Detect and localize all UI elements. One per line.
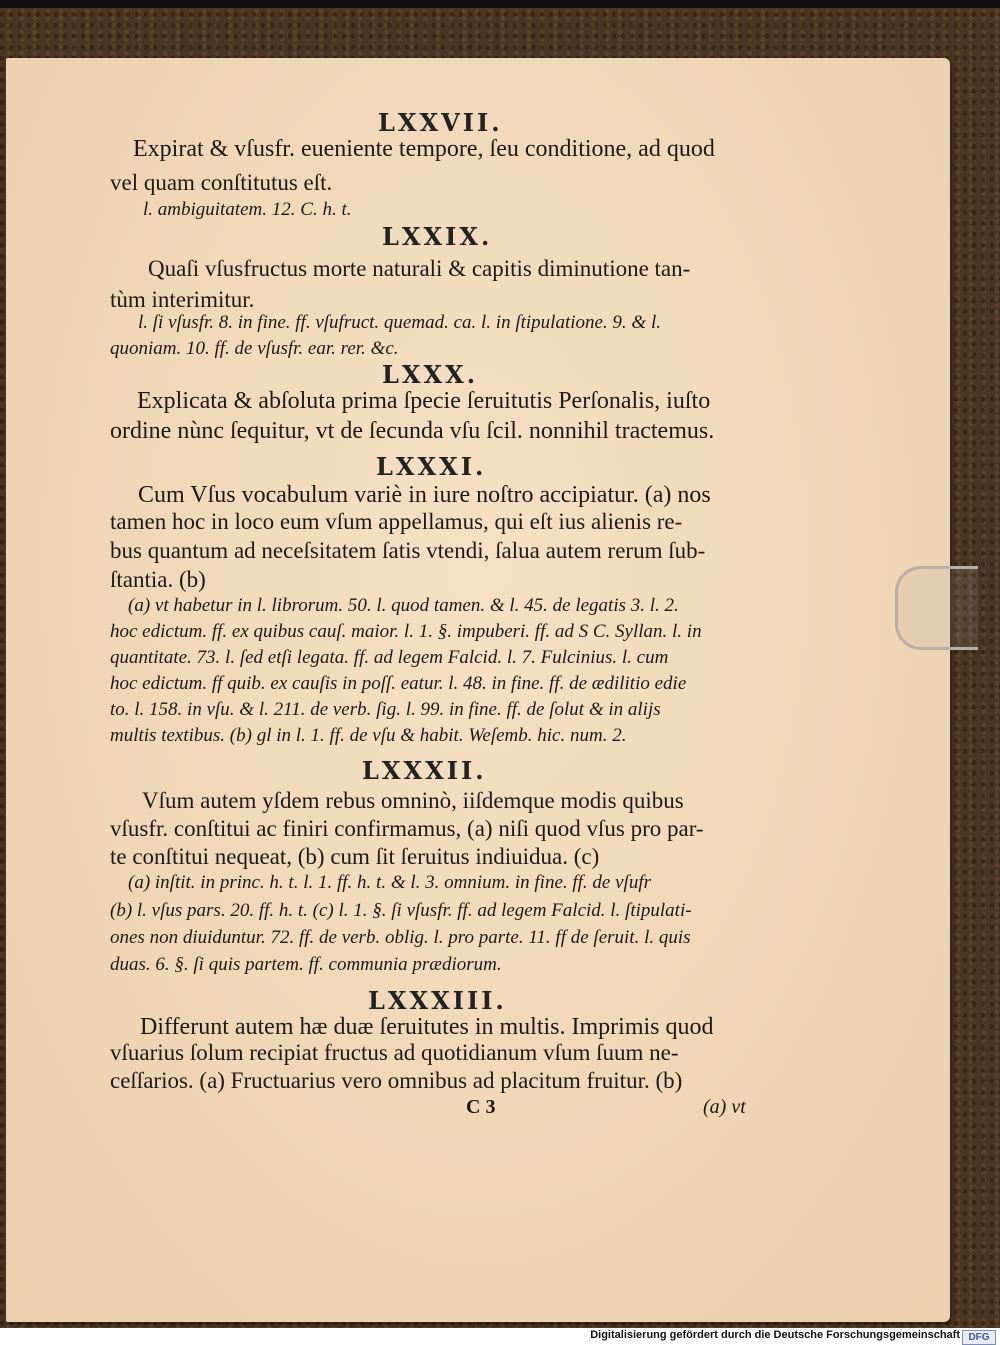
paragraph-line: tamen hoc in loco eum vſum appellamus, qui eſt ius alienis re- xyxy=(110,509,683,534)
section-heading-lxxxiii: LXXXIII. xyxy=(368,986,507,1015)
paragraph-line: bus quantum ad neceſsitatem ſatis vtendi, ſalua autem rerum ſub- xyxy=(110,538,706,563)
paragraph-line: Explicata & abſoluta prima ſpecie ſeruitutis Perſonalis, iuſto xyxy=(137,388,711,414)
paragraph-line: Cum Vſus vocabulum variè in iure noſtro accipiatur. (a) nos xyxy=(138,482,711,508)
citation-line: quoniam. 10. ff. de vſusfr. ear. rer. &c. xyxy=(110,338,399,359)
paragraph-line: Expirat & vſusfr. eueniente tempore, ſeu conditione, ad quod xyxy=(133,136,715,162)
paragraph-line: Differunt autem hæ duæ ſeruitutes in multis. Imprimis quod xyxy=(140,1014,714,1040)
citation-line: duas. 6. §. ſi quis partem. ff. communia prædiorum. xyxy=(110,954,502,975)
paragraph-line: vſusfr. conſtitui ac finiri confirmamus, (a) niſi quod vſus pro par- xyxy=(110,816,704,841)
paragraph-line: ſtantia. (b) xyxy=(110,567,206,592)
book-clasp xyxy=(895,566,978,650)
paragraph-line: ordine nùnc ſequitur, vt de ſecunda vſu ſcil. nonnihil tractemus. xyxy=(110,418,715,444)
scan-frame-top xyxy=(0,0,1000,8)
citation-line: l. ambiguitatem. 12. C. h. t. xyxy=(143,199,352,220)
citation-line: hoc edictum. ff. ex quibus cauſ. maior. l. 1. §. impuberi. ff. ad S C. Syllan. l. in xyxy=(110,621,702,642)
section-heading-lxxxi: LXXXI. xyxy=(376,452,487,481)
citation-line: ones non diuiduntur. 72. ff. de verb. oblig. l. pro parte. 11. ff de ſeruit. l. quis xyxy=(110,927,691,948)
section-heading-lxxxii: LXXXII. xyxy=(362,756,487,785)
citation-line: l. ſi vſusfr. 8. in fine. ff. vſufruct. quemad. ca. l. in ſtipulatione. 9. & l. xyxy=(138,312,661,333)
citation-line: (b) l. vſus pars. 20. ff. h. t. (c) l. 1. §. ſi vſusfr. ff. ad legem Falcid. l. ſtipulati- xyxy=(110,900,692,921)
section-heading-lxxvii: LXXVII. xyxy=(378,108,503,137)
paragraph-line: Quaſi vſusfructus morte naturali & capitis diminutione tan- xyxy=(148,256,691,281)
signature-mark: C 3 xyxy=(466,1096,496,1118)
paragraph-line: te conſtitui nequeat, (b) cum ſit ſeruitus indiuidua. (c) xyxy=(110,844,600,869)
citation-line: hoc edictum. ff quib. ex cauſis in poſſ. eatur. l. 48. in fine. ff. de ædilitio edie xyxy=(110,673,687,694)
citation-line: quantitate. 73. l. ſed etſi legata. ff. ad legem Falcid. l. 7. Fulcinius. l. cum xyxy=(110,647,669,668)
paragraph-line: Vſum autem yſdem rebus omninò, iiſdemque modis quibus xyxy=(142,788,684,813)
citation-line: to. l. 158. in vſu. & l. 211. de verb. ſig. l. 99. in fine. ff. de ſolut & in alijs xyxy=(110,699,661,720)
paragraph-line: vſuarius ſolum recipiat fructus ad quotidianum vſum ſuum ne- xyxy=(110,1040,679,1065)
citation-line: (a) vt habetur in l. librorum. 50. l. quod tamen. & l. 45. de legatis 3. l. 2. xyxy=(128,595,679,616)
footer-credit: Digitalisierung gefördert durch die Deutsche Forschungsgemeinschaft xyxy=(590,1329,960,1341)
citation-line: multis textibus. (b) gl in l. 1. ff. de vſu & habit. Weſemb. hic. num. 2. xyxy=(110,725,627,746)
section-heading-lxxix: LXXIX. xyxy=(382,222,493,251)
paragraph-line: tùm interimitur. xyxy=(110,287,255,312)
citation-line: (a) inſtit. in princ. h. t. l. 1. ff. h. t. & l. 3. omnium. in fine. ff. de vſufr xyxy=(128,872,652,893)
paragraph-line: ceſſarios. (a) Fructuarius vero omnibus ad placitum fruitur. (b) xyxy=(110,1068,683,1093)
dfg-logo: DFG xyxy=(962,1330,996,1345)
section-heading-lxxx: LXXX. xyxy=(382,360,479,389)
catchword: (a) vt xyxy=(703,1096,746,1118)
paragraph-line: vel quam conſtitutus eſt. xyxy=(110,170,333,195)
